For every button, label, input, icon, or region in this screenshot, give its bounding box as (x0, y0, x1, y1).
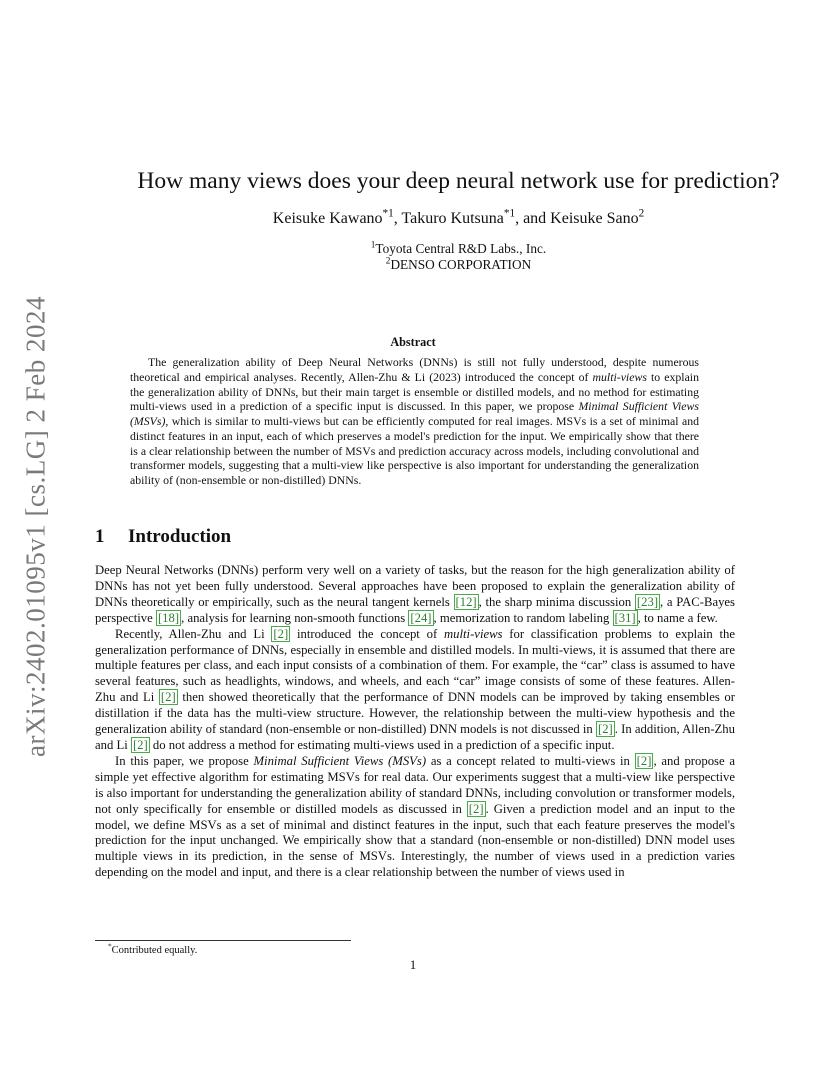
text-run: . Given a prediction model and an input to the model, we define MSVs as a set of minimal and distinct features in the input, such that each feature preserves the model's prediction for the input unchanged. We empirically show that a standard (non-ensemble or non-distilled) DNN model uses multiple views in its prediction, in the sense of MSVs. Interestingly, the number of views used in a prediction varies depending on the model and input, and there is a clear relationship between the number of views used in (95, 801, 735, 880)
text-run: for classification problems to explain the generalization performance of DNNs, especially in ensemble and distilled models. In multi-views, it is assumed that there are multiple features per class, and each input consists of a combination of them. For example, the “car” class is assumed to have several features, such as headlights, windows, and wheels, and each “car” image consists of some of these features. Allen-Zhu and Li (95, 626, 735, 705)
citation-link[interactable]: [2] (636, 753, 652, 768)
affiliation-text: Toyota Central R&D Labs., Inc. (375, 241, 547, 256)
arxiv-identifier-stamp: arXiv:2402.01095v1 [cs.LG] 2 Feb 2024 (20, 296, 51, 758)
footnote-text: Contributed equally. (111, 945, 198, 956)
text-run: introduced the concept of (290, 626, 444, 641)
citation-link[interactable]: [2] (273, 626, 289, 641)
affiliation-mark: 2 (385, 256, 391, 267)
text-run: , to name a few. (637, 610, 718, 625)
affiliation (90, 241, 827, 257)
section-heading (95, 526, 231, 548)
author-name: Keisuke Kawano (272, 210, 383, 227)
affiliation-mark: 1 (370, 240, 376, 251)
author-mark: *1 (382, 207, 394, 220)
abstract-segment: to explain the generalization ability of DNNs, but their main target is ensemble or distilled models, and no method for estimating multi-views used in a prediction of a specific input is discussed. In this paper, we propose (130, 369, 699, 414)
affiliation-text: DENSO CORPORATION (390, 257, 532, 272)
paragraph (95, 563, 735, 627)
citation-link[interactable]: [24] (410, 610, 432, 625)
text-run: , the sharp minima discussion (478, 594, 635, 609)
text-run: do not address a method for estimating multi-views used in a prediction of a specific input. (149, 737, 615, 752)
text-run: as a concept related to multi-views in (426, 753, 635, 768)
paper-title: How many views does your deep neural network use for prediction? (137, 168, 780, 194)
text-run: Recently, Allen-Zhu and Li (115, 626, 272, 641)
author-separator: , (393, 210, 402, 227)
citation-link[interactable]: [2] (597, 722, 613, 737)
affiliation (90, 257, 827, 273)
affiliation-list (90, 241, 827, 273)
paragraph (95, 754, 735, 881)
citation-link[interactable]: [2] (468, 801, 484, 816)
page-number: 1 (409, 957, 417, 972)
footnote (108, 941, 198, 957)
abstract-text (130, 355, 699, 488)
abstract-emphasis: Minimal Sufficient Views (MSVs) (130, 399, 699, 428)
text-run: Deep Neural Networks (DNNs) perform very well on a variety of tasks, but the reason for the high generalization ability of DNNs has not yet been fully understood. Several approaches have been proposed to explain the generalization ability of DNNs theoretically or empirically, such as the neural tangent kernels (95, 563, 735, 609)
section-number: 1 (95, 526, 105, 547)
author-separator: , and (515, 210, 551, 227)
text-run: . In addition, Allen-Zhu and Li (95, 722, 735, 752)
text-run: , a PAC-Bayes perspective (95, 594, 735, 625)
emphasis: Minimal Sufficient Views (MSVs) (253, 753, 427, 768)
abstract-emphasis: multi-views (592, 369, 647, 384)
citation-link[interactable]: [2] (132, 737, 148, 752)
paragraph (95, 627, 735, 754)
abstract-heading: Abstract (390, 335, 436, 349)
author-name: Keisuke Sano (550, 210, 639, 227)
citation-link[interactable]: [18] (157, 610, 180, 625)
author-list (90, 209, 827, 229)
author-mark: *1 (503, 207, 516, 220)
footnote-divider (95, 940, 351, 941)
section-title: Introduction (128, 526, 232, 547)
author-mark: 2 (638, 207, 645, 220)
abstract-segment: The generalization ability of Deep Neural Networks (DNNs) is still not fully understood, despite numerous theoretical and empirical analyses. Recently, Allen-Zhu & Li (2023) introduced the concept of (130, 355, 699, 384)
citation-link[interactable]: [12] (455, 594, 477, 609)
emphasis: multi-views (444, 626, 503, 641)
text-run: In this paper, we propose (115, 753, 254, 768)
text-run: then showed theoretically that the performance of DNN models can be improved by taking ensembles or distillation if the data has the multi-view structure. However, the relationship between the multi-view hypothesis and the generalization ability of standard (non-ensemble or non-distilled) DNN models is not discussed in (95, 690, 735, 737)
text-run: , memorization to random labeling (433, 610, 613, 625)
author-name: Takuro Kutsuna (401, 210, 504, 227)
abstract-segment: , which is similar to multi-views but can be efficiently computed for real images. MSVs is a set of minimal and distinct features in an input, each of which preserves a model's prediction for the input. We empirically show that there is a clear relationship between the number of MSVs and prediction accuracy across models, including convolutional and transformer models, suggesting that a multi-view like perspective is also important for understanding the generalization ability of (non-ensemble or non-distilled) DNNs. (130, 414, 699, 487)
introduction-body (95, 563, 735, 881)
text-run: , analysis for learning non-smooth functions (181, 610, 409, 625)
citation-link[interactable]: [31] (614, 610, 636, 625)
citation-link[interactable]: [23] (636, 594, 659, 609)
footnote-mark: * (108, 941, 112, 951)
text-run: , and propose a simple yet effective algorithm for estimating MSVs for real data. Our experiments suggest that a multi-view like perspective is also important for understanding the generalization ability of standard DNNs, including convolution or transformer models, not only specifically for ensemble or distilled models as discussed in (95, 753, 735, 816)
citation-link[interactable]: [2] (160, 690, 176, 705)
